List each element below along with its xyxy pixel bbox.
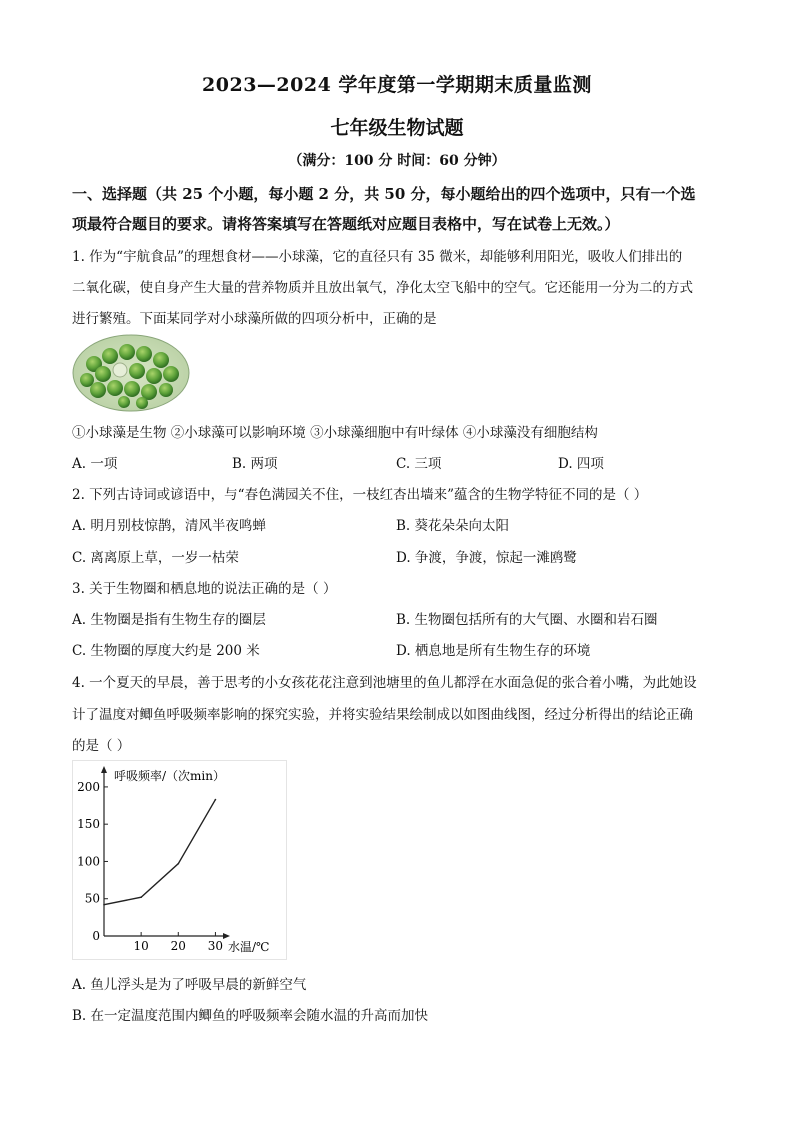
q1-stem-line-1: 1. 作为“宇航食品”的理想食材——小球藻，它的直径只有 35 微米，却能够利用阳光，吸收人们排出的 bbox=[72, 249, 683, 265]
chart-y-tick-label: 0 bbox=[92, 929, 100, 943]
chart-y-tick-label: 150 bbox=[77, 817, 100, 832]
q4-stem-line-3: 的是（ ） bbox=[72, 738, 131, 754]
chart-y-axis-label: 呼吸频率/（次min） bbox=[114, 769, 225, 783]
q4-stem-line-2: 计了温度对鲫鱼呼吸频率影响的探究实验，并将实验结果绘制成以如图曲线图，经过分析得出的结论正确 bbox=[72, 707, 693, 723]
q2-option-d: D. 争渡，争渡，惊起一滩鸥鹭 bbox=[396, 550, 577, 566]
q3-option-b: B. 生物圈包括所有的大气圈、水圈和岩石圈 bbox=[396, 612, 658, 628]
chart-data-point bbox=[177, 863, 179, 865]
exam-title: 2023—2024 学年度第一学期期末质量监测 bbox=[202, 74, 592, 96]
chart-x-tick-label: 10 bbox=[133, 939, 149, 953]
chart-data-point bbox=[215, 799, 217, 801]
q3-option-d: D. 栖息地是所有生物生存的环境 bbox=[396, 643, 591, 659]
q1-option-b: B. 两项 bbox=[232, 456, 278, 472]
chart-x-axis-label: 水温/℃ bbox=[228, 940, 270, 954]
q3-option-a: A. 生物圈是指有生物生存的圈层 bbox=[72, 612, 266, 628]
section-instructions-line-1: 一、选择题（共 25 个小题，每小题 2 分，共 50 分，每小题给出的四个选项中，只有一个选 bbox=[72, 185, 696, 203]
chart-y-tick-label: 100 bbox=[77, 854, 100, 869]
chlorella-micrograph bbox=[72, 334, 190, 412]
chart-data-point bbox=[140, 896, 142, 898]
q4-option-a: A. 鱼儿浮头是为了呼吸早晨的新鲜空气 bbox=[72, 977, 307, 993]
q1-stem-line-2: 二氧化碳，使自身产生大量的营养物质并且放出氧气，净化太空飞船中的空气。它还能用一分为二的方式 bbox=[72, 280, 693, 296]
q1-option-c: C. 三项 bbox=[396, 456, 442, 472]
q4-stem-line-1: 4. 一个夏天的早晨，善于思考的小女孩花花注意到池塘里的鱼儿都浮在水面急促的张合着小嘴，为此她设 bbox=[72, 675, 697, 691]
respiration-rate-chart bbox=[72, 760, 287, 960]
chart-y-tick-label: 200 bbox=[77, 779, 100, 794]
chart-y-tick-label: 50 bbox=[84, 891, 100, 906]
q2-option-b: B. 葵花朵朵向太阳 bbox=[396, 518, 510, 534]
exam-subject: 七年级生物试题 bbox=[330, 117, 464, 139]
q3-stem: 3. 关于生物圈和栖息地的说法正确的是（ ） bbox=[72, 581, 337, 597]
exam-info: （满分：100 分 时间：60 分钟） bbox=[288, 153, 506, 169]
q2-option-c: C. 离离原上草，一岁一枯荣 bbox=[72, 550, 239, 566]
q1-option-a: A. 一项 bbox=[72, 456, 118, 472]
q4-option-b: B. 在一定温度范围内鲫鱼的呼吸频率会随水温的升高而加快 bbox=[72, 1008, 429, 1024]
q1-option-d: D. 四项 bbox=[558, 456, 604, 472]
q3-option-c: C. 生物圈的厚度大约是 200 米 bbox=[72, 643, 260, 659]
q1-stem-line-3: 进行繁殖。下面某同学对小球藻所做的四项分析中，正确的是 bbox=[72, 311, 437, 327]
chart-x-tick-label: 30 bbox=[207, 939, 224, 953]
q2-option-a: A. 明月别枝惊鹊，清风半夜鸣蝉 bbox=[72, 518, 266, 534]
chart-data-point bbox=[103, 904, 105, 906]
section-instructions-line-2: 项最符合题目的要求。请将答案填写在答题纸对应题目表格中，写在试卷上无效。） bbox=[72, 215, 620, 233]
q2-stem: 2. 下列古诗词或谚语中，与“春色满园关不住，一枝红杏出墙来”蕴含的生物学特征不同的是（ ） bbox=[72, 487, 648, 503]
q1-statements: ①小球藻是生物 ②小球藻可以影响环境 ③小球藻细胞中有叶绿体 ④小球藻没有细胞结构 bbox=[72, 425, 598, 441]
chart-x-tick-label: 20 bbox=[170, 939, 186, 953]
